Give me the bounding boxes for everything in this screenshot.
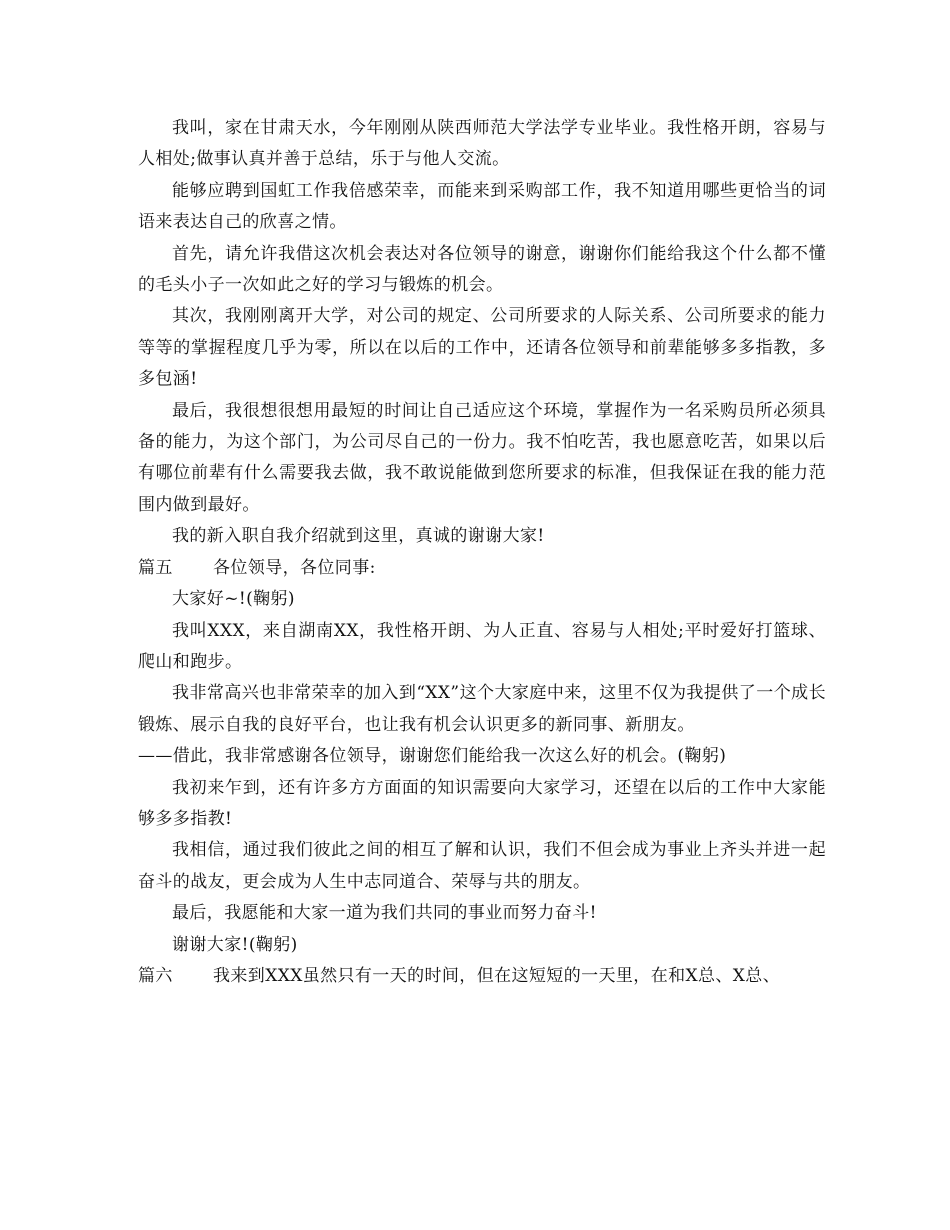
paragraph: 大家好~!(鞠躬) bbox=[172, 589, 295, 610]
document-page bbox=[138, 113, 826, 992]
paragraph: 我非常高兴也非常荣幸的加入到“XX”这个大家庭中来，这里不仅为我提供了一个成长锻炼、展示自我的良好平台，也让我有机会认识更多的新同事、新朋友。 bbox=[138, 683, 826, 735]
section-label: 篇五 bbox=[138, 557, 173, 578]
paragraph: 我的新入职自我介绍就到这里，真诚的谢谢大家! bbox=[172, 526, 545, 547]
paragraph: 最后，我愿能和大家一道为我们共同的事业而努力奋斗! bbox=[172, 903, 597, 924]
section-text: 我来到XXX虽然只有一天的时间，但在这短短的一天里，在和X总、X总、 bbox=[213, 965, 781, 986]
section-heading bbox=[138, 553, 826, 584]
paragraph-dash-line: ——借此，我非常感谢各位领导，谢谢您们能给我一次这么好的机会。(鞠躬) bbox=[138, 746, 727, 767]
paragraph: 我相信，通过我们彼此之间的相互了解和认识，我们不但会成为事业上齐头并进一起奋斗的战友，更会成为人生中志同道合、荣辱与共的朋友。 bbox=[138, 840, 826, 892]
paragraph: 我初来乍到，还有许多方方面面的知识需要向大家学习，还望在以后的工作中大家能够多多指教! bbox=[138, 777, 826, 829]
section-heading bbox=[138, 961, 826, 992]
paragraph: 我叫XXX，来自湖南XX，我性格开朗、为人正直、容易与人相处;平时爱好打篮球、爬山和跑步。 bbox=[138, 620, 826, 672]
paragraph: 首先，请允许我借这次机会表达对各位领导的谢意，谢谢你们能给我这个什么都不懂的毛头小子一次如此之好的学习与锻炼的机会。 bbox=[138, 243, 826, 296]
section-label: 篇六 bbox=[138, 965, 173, 986]
paragraph: 谢谢大家!(鞠躬) bbox=[172, 934, 298, 955]
section-heading-text: 各位领导，各位同事: bbox=[213, 557, 376, 578]
paragraph: 其次，我刚刚离开大学，对公司的规定、公司所要求的人际关系、公司所要求的能力等等的掌握程度几乎为零，所以在以后的工作中，还请各位领导和前辈能够多多指教，多多包涵! bbox=[138, 306, 826, 390]
paragraph: 最后，我很想很想用最短的时间让自己适应这个环境，掌握作为一名采购员所必须具备的能力，为这个部门，为公司尽自己的一份力。我不怕吃苦，我也愿意吃苦，如果以后有哪位前辈有什么需要我去做，我不敢说能做到您所要求的标准，但我保证在我的能力范围内做到最好。 bbox=[138, 400, 826, 515]
paragraph: 我叫，家在甘肃天水，今年刚刚从陕西师范大学法学专业毕业。我性格开朗，容易与人相处;做事认真并善于总结，乐于与他人交流。 bbox=[138, 118, 826, 170]
paragraph: 能够应聘到国虹工作我倍感荣幸，而能来到采购部工作，我不知道用哪些更恰当的词语来表达自己的欣喜之情。 bbox=[138, 180, 826, 233]
